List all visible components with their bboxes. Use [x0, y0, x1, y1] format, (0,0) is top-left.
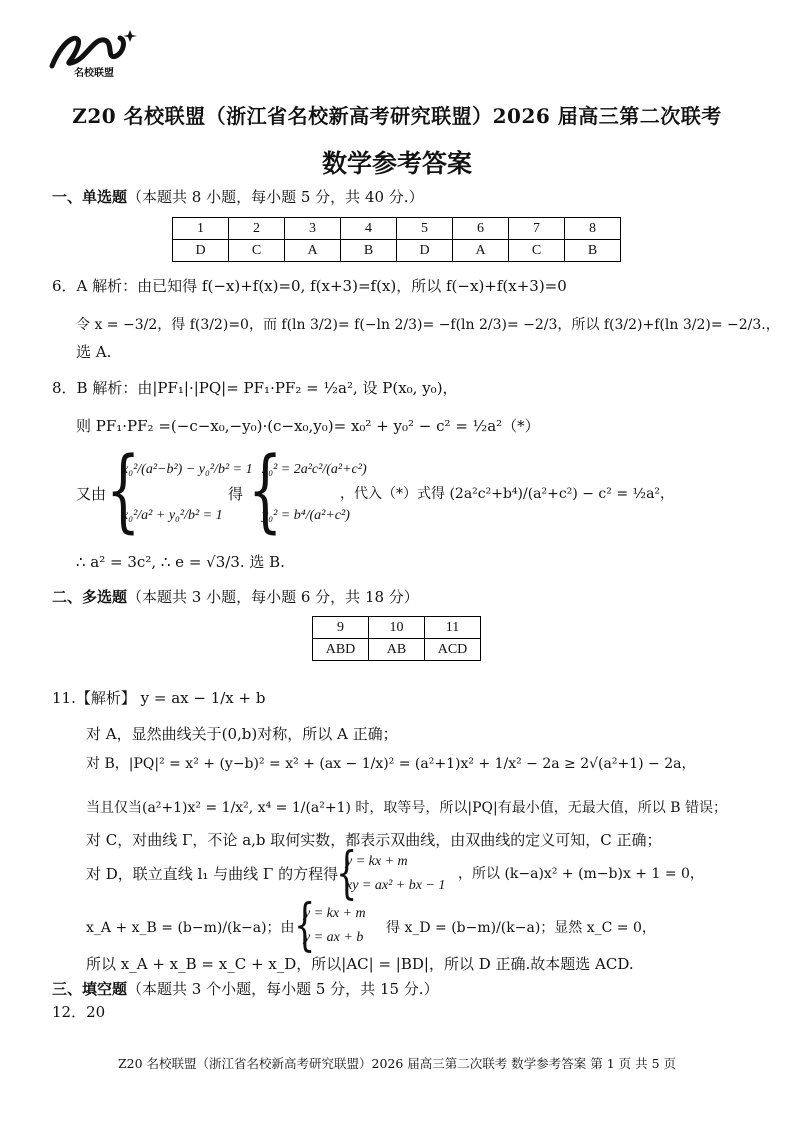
table-cell: ABD [313, 639, 369, 661]
section1-heading: 一、单选题 [52, 188, 128, 206]
table-cell: D [173, 240, 229, 262]
system3-eq2: xy = ax² + bx − 1 [346, 878, 446, 893]
q11-line-6-suffix: ，所以 (k−a)x² + (m−b)x + 1 = 0， [458, 866, 704, 882]
table-cell: ACD [425, 639, 481, 661]
q11-line-5: 对 C，对曲线 Γ，不论 a,b 取何实数，都表示双曲线，由双曲线的定义可知，C 正确； [86, 831, 662, 849]
q8-line-3-mid: 得 [228, 485, 244, 503]
table-cell: A [285, 240, 341, 262]
q8-line-1: 8．B 解析：由|PF₁|·|PQ|= PF₁·PF₂ = ½a², 设 P(x₀, y₀)， [52, 379, 458, 397]
brace-icon: { [336, 841, 358, 906]
q8-line-2: 则 PF₁·PF₂ =(−c−x₀,−y₀)·(c−x₀,y₀)= x₀² + y₀² − c² = ½a²（*） [76, 417, 540, 435]
q11-line-8: 所以 x_A + x_B = x_C + x_D，所以|AC| = |BD|，所以 D 正确.故本题选 ACD. [86, 955, 634, 973]
q8-line-4: ∴ a² = 3c², ∴ e = √3/3. 选 B. [76, 553, 285, 571]
q6-line-2: 令 x = −3/2，得 f(3/2)=0，而 f(ln 3/2)= f(−ln 2/3)= −f(ln 2/3)= −2/3，所以 f(3/2)+f(ln 3/2)= −2/3.， [76, 317, 780, 333]
answer-table-2 [312, 616, 481, 661]
system3-eq1: y = kx + m [346, 854, 408, 869]
table-cell: 7 [509, 218, 565, 240]
table-cell: 3 [285, 218, 341, 240]
q11-line-1: 11.【解析】 y = ax − 1/x + b [52, 689, 266, 707]
table-cell: 10 [369, 617, 425, 639]
table-cell: 6 [453, 218, 509, 240]
q11-line-6-prefix: 对 D，联立直线 l₁ 与曲线 Γ 的方程得 [86, 865, 339, 883]
table-cell: 11 [425, 617, 481, 639]
page-subtitle: 数学参考答案 [321, 149, 472, 178]
table-cell: 4 [341, 218, 397, 240]
system2-eq1: x₀² = 2a²c²/(a²+c²) [262, 462, 367, 477]
table-row-answers [173, 240, 621, 262]
table-cell: B [565, 240, 621, 262]
table-cell: 2 [229, 218, 285, 240]
brace-icon: { [248, 438, 283, 543]
q8-line-3-suffix: ，代入（*）式得 (2a²c²+b⁴)/(a²+c²) − c² = ½a²， [340, 486, 675, 502]
page-title: Z20 名校联盟（浙江省名校新高考研究联盟）2026 届高三第二次联考 [72, 104, 722, 128]
q12-line-1: 12．20 [52, 1003, 106, 1021]
q8-line-3-prefix: 又由 [76, 485, 107, 503]
q11-line-7-suffix: 得 x_D = (b−m)/(k−a)；显然 x_C = 0， [386, 920, 656, 936]
table-cell: 8 [565, 218, 621, 240]
table-cell: AB [369, 639, 425, 661]
table-cell: 5 [397, 218, 453, 240]
q6-line-1: 6．A 解析：由已知得 f(−x)+f(x)=0, f(x+3)=f(x)，所以 f(−x)+f(x+3)=0 [52, 277, 567, 295]
brace-icon: { [294, 893, 316, 958]
table-cell: 9 [313, 617, 369, 639]
table-cell: C [509, 240, 565, 262]
table-row-numbers [173, 218, 621, 240]
section1-note: （本题共 8 小题，每小题 5 分，共 40 分.） [127, 188, 424, 206]
table-row-answers [313, 639, 481, 661]
q11-line-2: 对 A，显然曲线关于(0,b)对称，所以 A 正确； [86, 725, 398, 743]
brace-icon: { [106, 438, 141, 543]
q11-line-7-prefix: x_A + x_B = (b−m)/(k−a)；由 [86, 920, 295, 936]
section2-header [52, 586, 419, 607]
section1-header [52, 186, 424, 207]
section3-header [52, 978, 439, 999]
table-cell: C [229, 240, 285, 262]
logo-text: 名校联盟 [74, 68, 114, 79]
section3-heading: 三、填空题 [52, 980, 128, 998]
logo [44, 26, 144, 84]
q11-line-3: 对 B，|PQ|² = x² + (y−b)² = x² + (ax − 1/x)² = (a²+1)x² + 1/x² − 2a ≥ 2√(a²+1) − 2a， [86, 756, 696, 772]
page-footer: Z20 名校联盟（浙江省名校新高考研究联盟）2026 届高三第二次联考 数学参考答案 第 1 页 共 5 页 [117, 1056, 677, 1071]
table-cell: A [453, 240, 509, 262]
section3-note: （本题共 3 个小题，每小题 5 分，共 15 分.） [127, 980, 439, 998]
table-cell: 1 [173, 218, 229, 240]
answer-table-1 [172, 217, 621, 262]
q6-line-3: 选 A. [76, 343, 112, 361]
system4-eq1: y = kx + m [304, 906, 366, 921]
table-row-numbers [313, 617, 481, 639]
system2-eq2: y₀² = b⁴/(a²+c²) [262, 508, 350, 523]
system1-eq1: x₀²/(a²−b²) − y₀²/b² = 1 [122, 462, 253, 477]
section2-note: （本题共 3 小题，每小题 6 分，共 18 分） [127, 588, 419, 606]
table-cell: B [341, 240, 397, 262]
system4-eq2: y = ax + b [304, 930, 364, 945]
section2-heading: 二、多选题 [52, 588, 128, 606]
table-cell: D [397, 240, 453, 262]
q11-line-4: 当且仅当(a²+1)x² = 1/x², x⁴ = 1/(a²+1) 时，取等号，所以|PQ|有最小值，无最大值，所以 B 错误； [86, 800, 727, 816]
system1-eq2: x₀²/a² + y₀²/b² = 1 [122, 508, 223, 523]
